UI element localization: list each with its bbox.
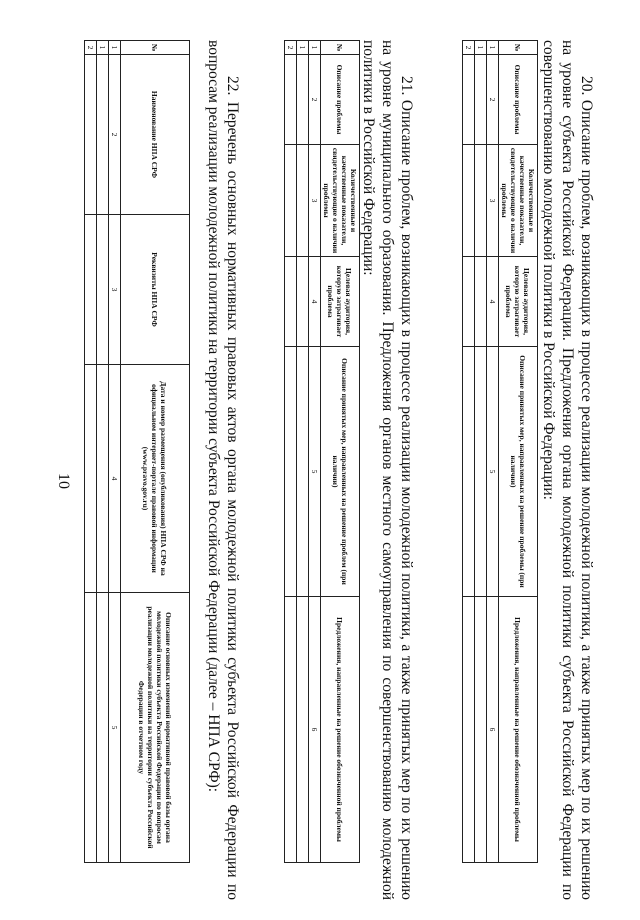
index-cell: 4	[309, 257, 321, 347]
table-cell	[97, 365, 109, 593]
table-cell	[475, 597, 487, 863]
table-row	[285, 41, 297, 863]
header-cell: Количественные и качественные показатели, свидетельствующие о наличии проблемы	[499, 145, 538, 257]
row-number: 1	[297, 41, 309, 55]
section-text: Описание проблем, возникающих в процессе реализации молодежной политики, а также принятых мер по их решению на уровне муниципального образования. Предложения органов местного самоуправления по совершенствованию молодежной политики в Российской Федерации:	[360, 40, 416, 900]
table-cell	[85, 55, 97, 215]
problems-municipal-table	[284, 40, 360, 863]
table-row	[97, 41, 109, 863]
header-cell: Описание принятых мер, направленных на решение проблем (при наличии)	[321, 347, 360, 597]
page-number: 10	[55, 473, 72, 489]
rotated-page-content	[70, 40, 630, 900]
index-cell: 1	[309, 41, 321, 55]
index-cell: 4	[487, 257, 499, 347]
table-cell	[285, 145, 297, 257]
header-cell: Описание проблемы	[499, 55, 538, 145]
section-number: 20.	[578, 76, 596, 96]
table-row	[85, 41, 97, 863]
table-cell	[285, 55, 297, 145]
index-cell: 2	[309, 55, 321, 145]
index-cell: 3	[487, 145, 499, 257]
row-number: 1	[97, 41, 109, 55]
table-row	[297, 41, 309, 863]
header-cell: Предложения, направленные на решение обозначенной проблемы	[321, 597, 360, 863]
index-cell: 3	[109, 215, 121, 365]
row-number: 2	[285, 41, 297, 55]
header-cell: Целевая аудитория, которую затрагивает проблема	[499, 257, 538, 347]
table-cell	[463, 55, 475, 145]
header-cell: Предложения, направленные на решение обозначенной проблемы	[499, 597, 538, 863]
header-cell: Целевая аудитория, которую затрагивает проблема	[321, 257, 360, 347]
index-cell: 1	[109, 41, 121, 55]
row-number: 2	[463, 41, 475, 55]
table-cell	[475, 145, 487, 257]
section-22-paragraph	[205, 40, 243, 900]
index-cell: 3	[309, 145, 321, 257]
header-cell: Описание принятых мер, направленных на решение проблемы (при наличии)	[499, 347, 538, 597]
table-cell	[463, 597, 475, 863]
table-cell	[297, 257, 309, 347]
section-text: Описание проблем, возникающих в процессе реализации молодежной политики, а также принятых мер по их решению на уровне субъекта Российской Федерации. Предложения органа молодежной политики субъекта Российской Федерации по совершенствованию молодежной политики в Российской Федерации:	[540, 40, 596, 900]
header-cell: Описание основных изменений нормативной правовой базы органа молодежной политики субъекта Российской Федерации по вопросам реализации молодежной политики на территории субъекта Российской Федерации в отчетном году	[121, 593, 190, 863]
index-cell: 6	[487, 597, 499, 863]
table-cell	[297, 145, 309, 257]
index-cell: 4	[109, 365, 121, 593]
table-row	[463, 41, 475, 863]
header-cell: №	[321, 41, 360, 55]
index-cell: 5	[109, 593, 121, 863]
index-cell: 6	[309, 597, 321, 863]
index-cell: 2	[109, 55, 121, 215]
table-cell	[297, 597, 309, 863]
table-cell	[285, 597, 297, 863]
table-cell	[85, 365, 97, 593]
index-cell: 1	[487, 41, 499, 55]
header-cell: Дата и номер размещения (опубликования) НПА СРФ на официальном интернет-портале правовой информации (www.pravo.gov.ru)	[121, 365, 190, 593]
header-cell: Описание проблемы	[321, 55, 360, 145]
table-row	[475, 41, 487, 863]
problems-region-table	[462, 40, 538, 863]
table-cell	[97, 55, 109, 215]
table-cell	[285, 257, 297, 347]
index-cell: 5	[487, 347, 499, 597]
table-cell	[463, 145, 475, 257]
table-cell	[85, 215, 97, 365]
header-cell: №	[121, 41, 190, 55]
section-number: 21.	[398, 76, 416, 96]
row-number: 2	[85, 41, 97, 55]
section-21-paragraph	[360, 40, 417, 900]
table-cell	[85, 593, 97, 863]
table-cell	[97, 215, 109, 365]
table-cell	[475, 347, 487, 597]
header-cell: Количественные и качественные показатели, свидетельствующие о наличии проблемы	[321, 145, 360, 257]
table-cell	[475, 55, 487, 145]
section-number: 22.	[224, 76, 242, 96]
table-cell	[463, 347, 475, 597]
table-cell	[463, 257, 475, 347]
table-cell	[97, 593, 109, 863]
table-cell	[285, 347, 297, 597]
npa-list-table	[84, 40, 190, 863]
table-cell	[475, 257, 487, 347]
index-cell: 5	[309, 347, 321, 597]
section-text: Перечень основных нормативных правовых актов органа молодежной политики субъекта Российской Федерации по вопросам реализации молодежной политики на территории субъекта Российской Федерации (далее – НПА СРФ):	[205, 40, 242, 901]
table-cell	[297, 347, 309, 597]
row-number: 1	[475, 41, 487, 55]
index-cell: 2	[487, 55, 499, 145]
header-cell: №	[499, 41, 538, 55]
header-cell: Наименование НПА СРФ	[121, 55, 190, 215]
header-cell: Реквизиты НПА СРФ	[121, 215, 190, 365]
table-cell	[297, 55, 309, 145]
section-20-paragraph	[540, 40, 597, 900]
